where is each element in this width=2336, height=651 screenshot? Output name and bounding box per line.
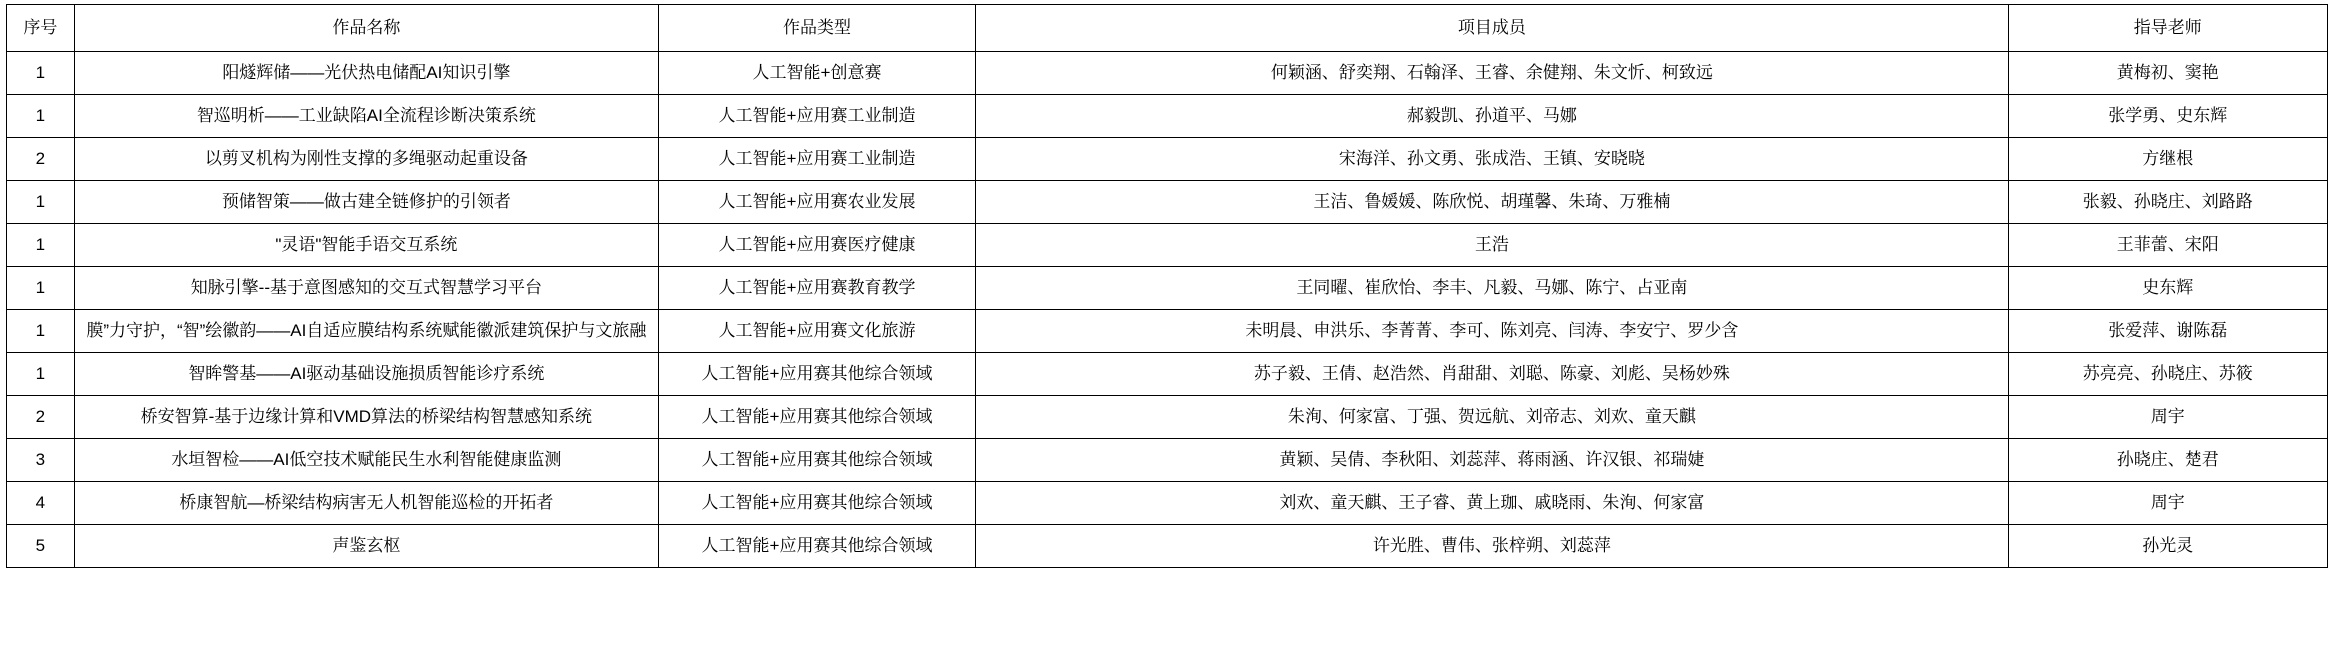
column-header-members: 项目成员 [976, 5, 2009, 52]
cell-name: 桥康智航—桥梁结构病害无人机智能巡检的开拓者 [74, 482, 658, 525]
cell-index: 1 [7, 353, 75, 396]
column-header-type: 作品类型 [658, 5, 975, 52]
cell-teacher: 孙晓庄、楚君 [2008, 439, 2327, 482]
cell-name: 以剪叉机构为刚性支撑的多绳驱动起重设备 [74, 138, 658, 181]
cell-type: 人工智能+创意赛 [658, 52, 975, 95]
cell-members: 刘欢、童天麒、王子睿、黄上珈、戚晓雨、朱洵、何家富 [976, 482, 2009, 525]
cell-type: 人工智能+应用赛医疗健康 [658, 224, 975, 267]
table-row [7, 138, 2328, 181]
cell-index: 4 [7, 482, 75, 525]
cell-members: 王洁、鲁媛媛、陈欣悦、胡瑾馨、朱琦、万雅楠 [976, 181, 2009, 224]
cell-type: 人工智能+应用赛工业制造 [658, 95, 975, 138]
cell-teacher: 黄梅初、窦艳 [2008, 52, 2327, 95]
table-row [7, 224, 2328, 267]
cell-teacher: 张爱萍、谢陈磊 [2008, 310, 2327, 353]
table-row [7, 396, 2328, 439]
table-header [7, 5, 2328, 52]
column-header-teacher: 指导老师 [2008, 5, 2327, 52]
cell-members: 宋海洋、孙文勇、张成浩、王镇、安晓晓 [976, 138, 2009, 181]
cell-members: 苏子毅、王倩、赵浩然、肖甜甜、刘聪、陈豪、刘彪、吴杨妙殊 [976, 353, 2009, 396]
table-row [7, 181, 2328, 224]
cell-teacher: 周宇 [2008, 482, 2327, 525]
table-body [7, 52, 2328, 568]
cell-teacher: 孙光灵 [2008, 525, 2327, 568]
cell-index: 3 [7, 439, 75, 482]
cell-members: 郝毅凯、孙道平、马娜 [976, 95, 2009, 138]
cell-name: 智巡明析——工业缺陷AI全流程诊断决策系统 [74, 95, 658, 138]
cell-index: 1 [7, 310, 75, 353]
cell-index: 1 [7, 224, 75, 267]
cell-type: 人工智能+应用赛其他综合领域 [658, 439, 975, 482]
cell-members: 王同曜、崔欣怡、李丰、凡毅、马娜、陈宁、占亚南 [976, 267, 2009, 310]
table-header-row [7, 5, 2328, 52]
cell-members: 朱洵、何家富、丁强、贺远航、刘帝志、刘欢、童天麒 [976, 396, 2009, 439]
cell-index: 5 [7, 525, 75, 568]
cell-type: 人工智能+应用赛其他综合领域 [658, 396, 975, 439]
cell-members: 何颖涵、舒奕翔、石翰泽、王睿、余健翔、朱文忻、柯致远 [976, 52, 2009, 95]
cell-name: 预储智策——做古建全链修护的引领者 [74, 181, 658, 224]
table-row [7, 353, 2328, 396]
cell-teacher: 王菲蕾、宋阳 [2008, 224, 2327, 267]
cell-teacher: 张学勇、史东辉 [2008, 95, 2327, 138]
cell-type: 人工智能+应用赛其他综合领域 [658, 482, 975, 525]
column-header-index: 序号 [7, 5, 75, 52]
table-row [7, 267, 2328, 310]
cell-index: 1 [7, 95, 75, 138]
cell-teacher: 周宇 [2008, 396, 2327, 439]
cell-type: 人工智能+应用赛文化旅游 [658, 310, 975, 353]
projects-table [6, 4, 2328, 568]
column-header-name: 作品名称 [74, 5, 658, 52]
cell-teacher: 方继根 [2008, 138, 2327, 181]
table-row [7, 52, 2328, 95]
cell-index: 1 [7, 267, 75, 310]
cell-name: "灵语"智能手语交互系统 [74, 224, 658, 267]
cell-name: 桥安智算-基于边缘计算和VMD算法的桥梁结构智慧感知系统 [74, 396, 658, 439]
cell-name: 阳燧辉储——光伏热电储配AI知识引擎 [74, 52, 658, 95]
cell-index: 2 [7, 396, 75, 439]
cell-teacher: 张毅、孙晓庄、刘路路 [2008, 181, 2327, 224]
cell-type: 人工智能+应用赛其他综合领域 [658, 525, 975, 568]
cell-members: 许光胜、曹伟、张梓朔、刘蕊萍 [976, 525, 2009, 568]
cell-type: 人工智能+应用赛其他综合领域 [658, 353, 975, 396]
cell-members: 未明晨、申洪乐、李菁菁、李可、陈刘亮、闫涛、李安宁、罗少含 [976, 310, 2009, 353]
cell-members: 黄颖、吴倩、李秋阳、刘蕊萍、蒋雨涵、许汉银、祁瑞婕 [976, 439, 2009, 482]
cell-index: 2 [7, 138, 75, 181]
cell-members: 王浩 [976, 224, 2009, 267]
table-row [7, 525, 2328, 568]
table-row [7, 482, 2328, 525]
cell-type: 人工智能+应用赛农业发展 [658, 181, 975, 224]
cell-name: 水垣智检——AI低空技术赋能民生水利智能健康监测 [74, 439, 658, 482]
table-row [7, 439, 2328, 482]
cell-index: 1 [7, 181, 75, 224]
cell-name: 智眸警基——AI驱动基础设施损质智能诊疗系统 [74, 353, 658, 396]
cell-type: 人工智能+应用赛工业制造 [658, 138, 975, 181]
cell-type: 人工智能+应用赛教育教学 [658, 267, 975, 310]
cell-name: 知脉引擎--基于意图感知的交互式智慧学习平台 [74, 267, 658, 310]
cell-index: 1 [7, 52, 75, 95]
table-row [7, 95, 2328, 138]
cell-teacher: 苏亮亮、孙晓庄、苏筱 [2008, 353, 2327, 396]
cell-name: 声鉴玄枢 [74, 525, 658, 568]
cell-teacher: 史东辉 [2008, 267, 2327, 310]
table-row [7, 310, 2328, 353]
cell-name: 膜”力守护，“智”绘徽韵——AI自适应膜结构系统赋能徽派建筑保护与文旅融 [74, 310, 658, 353]
